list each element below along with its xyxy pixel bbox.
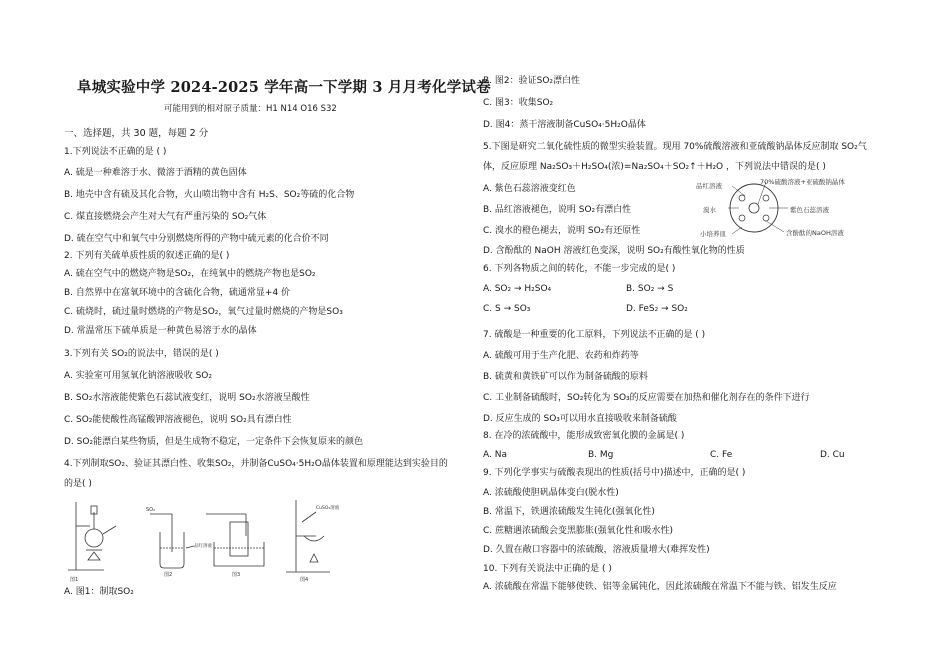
q3-stem: 3.下列有关 SO₂的说法中，错误的是( )	[64, 349, 219, 359]
q2-option-d: D. 常温常压下硫单质是一种黄色易溶于水的晶体	[64, 326, 257, 336]
q5-stem-line1: 5.下图是研究二氧化硫性质的微型实验装置。现用 70%硫酸溶液和亚硫酸钠晶体反应制取 SO₂气	[483, 142, 867, 152]
q9-option-b: B. 常温下，铁遇浓硫酸发生钝化(强氧化性)	[483, 507, 655, 517]
q8-option-c: C. Fe	[710, 450, 733, 460]
q5-label-naoh: 含酚酞的NaOH溶液	[786, 229, 844, 237]
q6-option-a: A. SO₂ → H₂SO₄	[483, 284, 552, 294]
q2-option-b: B. 自然界中在富氧环境中的含硫化合物，硫通常显+4 价	[64, 288, 291, 298]
q5-option-c: C. 溴水的橙色褪去，说明 SO₂有还原性	[483, 226, 641, 236]
q4-stem-line1: 4.下列制取SO₂、验证其漂白性、收集SO₂，并制备CuSO₄·5H₂O晶体装置和原理能达到实验目的	[64, 459, 448, 469]
q8-option-b: B. Mg	[588, 450, 614, 460]
q2-option-c: C. 硫烧时，硫过量时燃烧的产物是SO₂，氧气过量时燃烧的产物是SO₃	[64, 307, 343, 317]
q4-apparatus-figures	[64, 492, 344, 582]
q7-option-b: B. 硫黄和黄铁矿可以作为制备硫酸的原料	[483, 372, 648, 382]
q4-option-c: C. 图3：收集SO₂	[483, 98, 554, 108]
q5-label-bromine-water: 溴水	[703, 206, 716, 214]
q5-option-b: B. 品红溶液褪色，说明 SO₂有漂白性	[483, 205, 632, 215]
q10-option-a: A. 浓硫酸在常温下能够使铁、铝等金属钝化，因此浓硫酸在常温下不能与铁、铝发生反应	[483, 582, 837, 592]
q5-option-d: D. 含酚酞的 NaOH 溶液红色变深，说明 SO₂有酸性氧化物的性质	[483, 246, 745, 256]
figure-2-solution-label: 品红溶液	[194, 544, 212, 549]
q1-option-d: D. 硫在空气中和氧气中分别燃烧所得的产物中硫元素的化合价不同	[64, 234, 329, 244]
q1-option-a: A. 硫是一种难溶于水、微溶于酒精的黄色固体	[64, 168, 247, 178]
q8-stem: 8. 在冷的浓硫酸中，能形成致密氧化膜的金属是( )	[483, 431, 685, 441]
q4-option-d: D. 图4：蒸干溶液制备CuSO₄·5H₂O晶体	[483, 120, 646, 130]
section-heading: 一、选择题，共 30 题，每题 2 分	[64, 128, 209, 139]
q9-option-c: C. 蔗糖遇浓硫酸会变黑膨胀(强氧化性和吸水性)	[483, 526, 674, 536]
q8-option-a: A. Na	[483, 450, 507, 460]
figure-1-label: 图1	[70, 577, 79, 582]
q10-stem: 10. 下列有关说法中正确的是 ( )	[483, 564, 612, 574]
q5-label-litmus: 紫色石蕊溶液	[790, 206, 829, 214]
q1-option-c: C. 煤直接燃烧会产生对大气有严重污染的 SO₂气体	[64, 212, 267, 222]
q5-label-pinhong: 品红溶液	[696, 182, 722, 190]
q7-option-d: D. 反应生成的 SO₃可以用水直接吸收来制备硫酸	[483, 414, 677, 424]
q2-stem: 2. 下列有关硫单质性质的叙述正确的是( )	[64, 251, 230, 261]
figure-2-gas-label: SO₂	[146, 507, 156, 513]
q1-stem: 1.下列说法不正确的是 ( )	[64, 147, 167, 157]
q4-option-a: A. 图1：制取SO₂	[64, 587, 134, 597]
q3-option-a: A. 实验室可用氢氧化钠溶液吸收 SO₂	[64, 371, 212, 381]
figure-4-solution-label: CuSO₄溶液	[316, 506, 340, 511]
page-title: 阜城实验中学 2024-2025 学年高一下学期 3 月月考化学试卷	[77, 79, 491, 96]
figure-1-apparatus	[68, 502, 116, 570]
q4-option-b: B. 图2：验证SO₂漂白性	[483, 76, 581, 86]
q2-option-a: A. 硫在空气中的燃烧产物是SO₂，在纯氧中的燃烧产物也是SO₂	[64, 269, 316, 279]
q9-stem: 9. 下列化学事实与硫酸表现出的性质(括号中)描述中，正确的是( )	[483, 468, 746, 478]
q9-option-a: A. 浓硫酸使胆矾晶体变白(脱水性)	[483, 488, 619, 498]
q1-option-b: B. 地壳中含有硫及其化合物，火山喷出物中含有 H₂S、SO₂等硫的化合物	[64, 190, 355, 200]
figure-2-label: 图2	[164, 572, 173, 578]
q7-stem: 7. 硫酸是一种重要的化工原料，下列说法不正确的是 ( )	[483, 330, 706, 340]
q7-option-c: C. 工业制备硫酸时，SO₂转化为 SO₃的反应需要在加热和催化剂存在的条件下进行	[483, 393, 810, 403]
q5-label-sulfuric: 70%硫酸溶液+亚硫酸钠晶体	[760, 178, 845, 186]
q5-microscale-diagram	[722, 180, 792, 240]
figure-3-apparatus	[206, 514, 264, 566]
q8-option-d: D. Cu	[820, 450, 845, 460]
figure-4-label: 图4	[300, 577, 309, 582]
q3-option-b: B. SO₂水溶液能使紫色石蕊试液变红，说明 SO₂水溶液呈酸性	[64, 393, 310, 403]
q6-stem: 6. 下列各物质之间的转化，不能一步完成的是( )	[483, 264, 676, 274]
q5-stem-line2: 体，反应原理 Na₂SO₃＋H₂SO₄(浓)=Na₂SO₄＋SO₂↑＋H₂O ，下列说法中错误的是( )	[483, 162, 826, 172]
q5-label-petri-dish: 小培养皿	[700, 230, 726, 238]
q5-option-a: A. 紫色石蕊溶液变红色	[483, 184, 576, 194]
q4-stem-line2: 的是( )	[64, 479, 92, 489]
q6-option-d: D. FeS₂ → SO₂	[626, 304, 688, 314]
q3-option-c: C. SO₂能使酸性高锰酸钾溶液褪色，说明 SO₂具有漂白性	[64, 415, 292, 425]
q9-option-d: D. 久置在敞口容器中的浓硫酸，溶液质量增大(难挥发性)	[483, 545, 710, 555]
q3-option-d: D. SO₂能漂白某些物质，但是生成物不稳定，一定条件下会恢复原来的颜色	[64, 437, 364, 447]
atomic-masses: 可能用到的相对原子质量：H1 N14 O16 S32	[164, 104, 337, 114]
figure-2-apparatus	[150, 514, 194, 568]
figure-3-label: 图3	[232, 572, 241, 578]
q6-option-c: C. S → SO₃	[483, 304, 531, 314]
q6-option-b: B. SO₂ → S	[626, 284, 674, 294]
q7-option-a: A. 硫酸可用于生产化肥、农药和炸药等	[483, 351, 639, 361]
